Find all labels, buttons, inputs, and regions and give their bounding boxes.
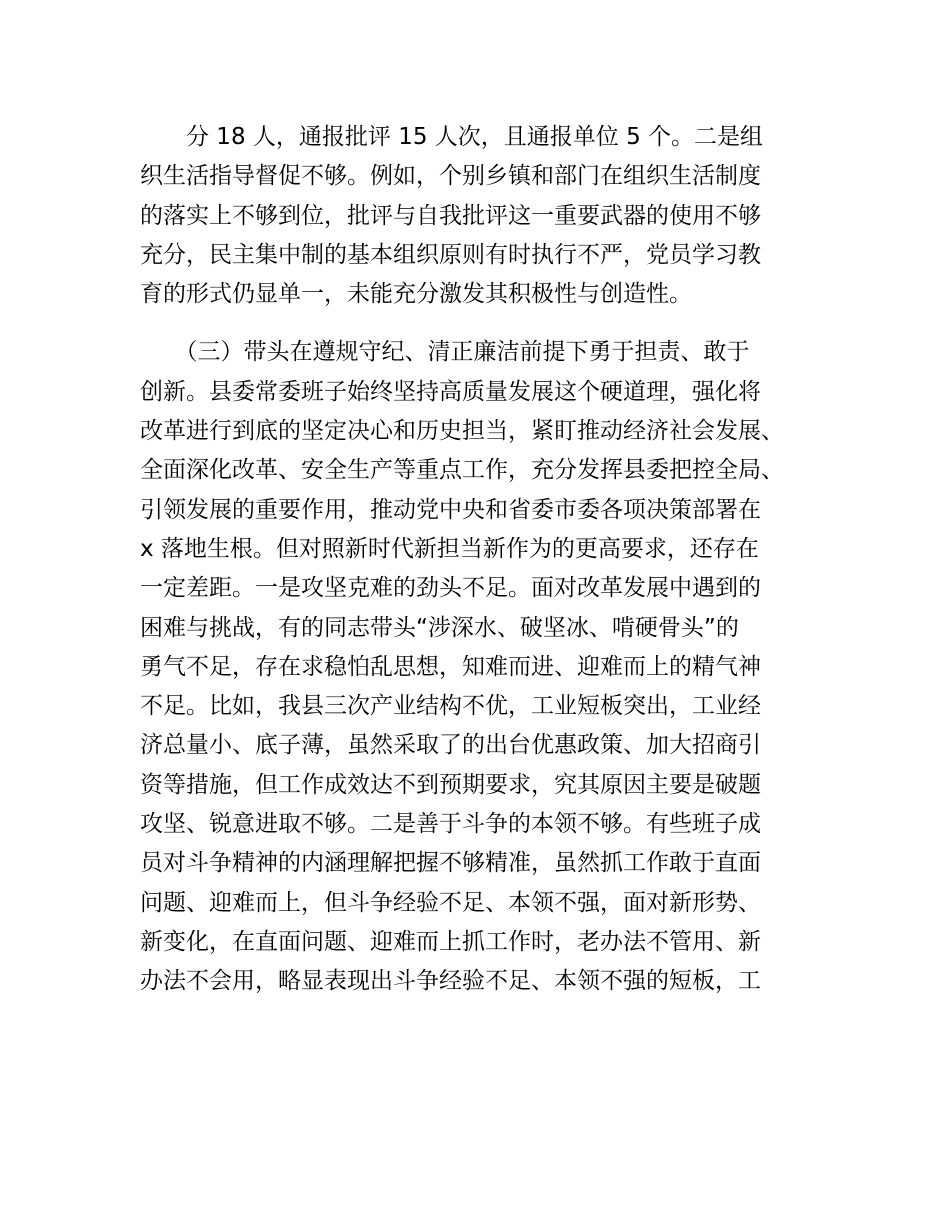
text-line: 攻坚、锐意进取不够。二是善于斗争的本领不够。有些班子成 [140,811,761,838]
text-line: 充分，民主集中制的基本组织原则有时执行不严，党员学习教 [140,241,761,268]
text-line: 员对斗争精神的内涵理解把握不够精准，虽然抓工作敢于直面 [140,850,761,877]
text-line: 一定差距。一是攻坚克难的劲头不足。面对改革发展中遇到的 [140,575,761,602]
text-line: 分 18 人，通报批评 15 人次，且通报单位 5 个。二是组 [140,124,764,150]
text-line: 不足。比如，我县三次产业结构不优，工业短板突出，工业经 [140,693,761,720]
document-body [140,118,830,1002]
text-line: 办法不会用，略显表现出斗争经验不足、本领不强的短板，工 [140,968,761,995]
paragraph-spacer [140,314,830,333]
text-line: 引领发展的重要作用，推动党中央和省委市委各项决策部署在 [140,496,761,523]
text-line: 织生活指导督促不够。例如，个别乡镇和部门在组织生活制度 [140,163,761,190]
paragraph-1 [140,118,830,314]
text-line: 新变化，在直面问题、迎难而上抓工作时，老办法不管用、新 [140,928,761,955]
text-line: 改革进行到底的坚定决心和历史担当，紧盯推动经济社会发展、 [140,418,784,445]
text-line: x 落地生根。但对照新时代新担当新作为的更高要求，还存在 [140,535,759,562]
text-line: 困难与挑战，有的同志带头“涉深水、破坚冰、啃硬骨头”的 [140,614,739,641]
text-line: 勇气不足，存在求稳怕乱思想，知难而进、迎难而上的精气神 [140,653,761,680]
text-line: （三）带头在遵规守纪、清正廉洁前提下勇于担责、敢于 [140,339,750,366]
text-line: 创新。县委常委班子始终坚持高质量发展这个硬道理，强化将 [140,378,761,405]
text-line: 的落实上不够到位，批评与自我批评这一重要武器的使用不够 [140,202,761,229]
paragraph-2 [140,333,830,1001]
text-line: 全面深化改革、安全生产等重点工作，充分发挥县委把控全局、 [140,457,784,484]
text-line: 济总量小、底子薄，虽然采取了的出台优惠政策、加大招商引 [140,732,761,759]
text-line: 育的形式仍显单一，未能充分激发其积极性与创造性。 [140,281,692,308]
text-line: 资等措施，但工作成效达不到预期要求，究其原因主要是破题 [140,771,761,798]
text-line: 问题、迎难而上，但斗争经验不足、本领不强，面对新形势、 [140,889,761,916]
